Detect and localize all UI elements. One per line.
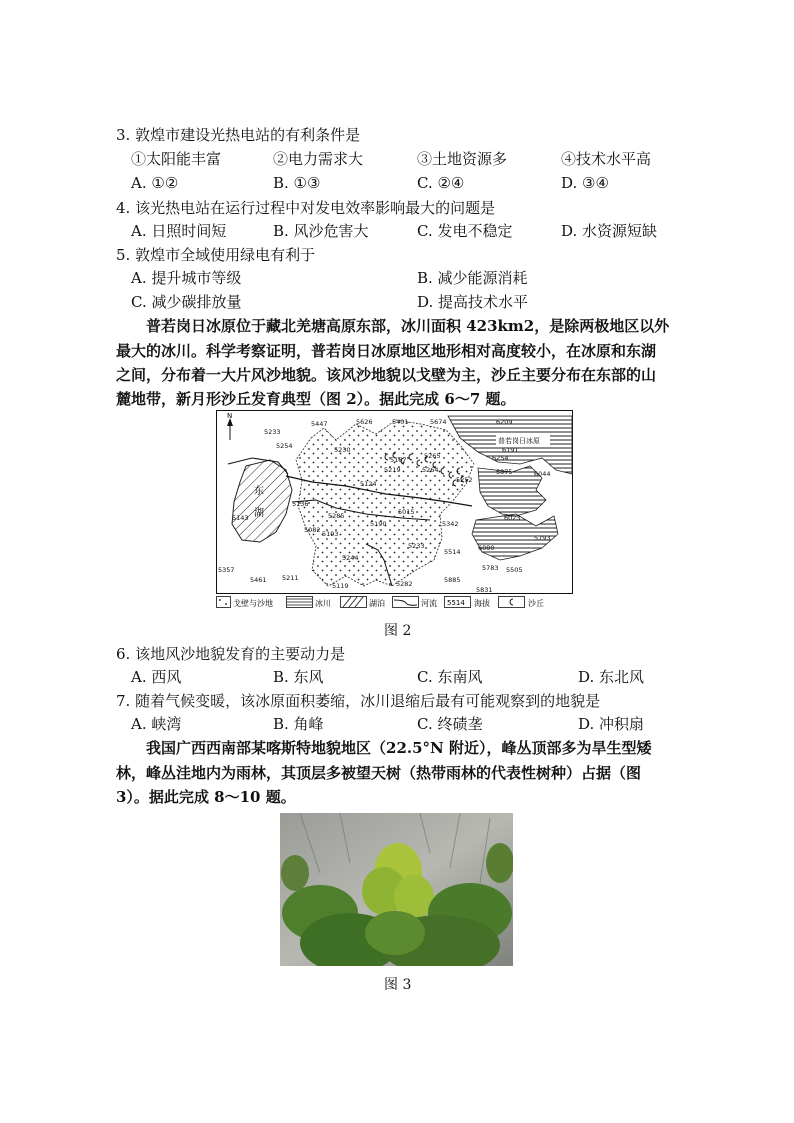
passage2-line-3: 3）。据此完成 8～10 题。 xyxy=(116,788,296,806)
q4-option-a: A. 日照时间短 xyxy=(131,222,227,240)
photo-svg xyxy=(280,813,513,966)
q5-option-d: D. 提高技术水平 xyxy=(417,293,529,311)
elevation-label: 5831 xyxy=(476,586,493,594)
passage1-line-1: 普若岗日冰原位于藏北羌塘高原东部，冰川面积 423km2，是除两极地区以外 xyxy=(146,317,670,335)
elevation-label: 5252 xyxy=(456,476,473,484)
elevation-label: 5783 xyxy=(482,564,499,572)
q4-option-c: C. 发电不稳定 xyxy=(417,222,513,240)
elevation-label: 5875 xyxy=(496,468,513,476)
q4-option-b: B. 风沙危害大 xyxy=(273,222,369,240)
q6-stem: 6. 该地风沙地貌发育的主要动力是 xyxy=(116,645,346,663)
legend-lake-label: 湖泊 xyxy=(369,599,385,608)
elevation-label: 5626 xyxy=(356,418,373,426)
q5-option-b: B. 减少能源消耗 xyxy=(417,269,528,287)
elevation-label: 6023 xyxy=(504,514,521,522)
elevation-label: 5211 xyxy=(282,574,299,582)
q7-stem: 7. 随着气候变暖，该冰原面积萎缩，冰川退缩后最有可能观察到的地貌是 xyxy=(116,692,601,710)
elevation-label: 5190 xyxy=(370,520,387,528)
figure3-photo xyxy=(280,813,513,966)
legend-glacier-label: 冰川 xyxy=(315,599,331,608)
elevation-label: 5082 xyxy=(304,526,321,534)
passage2-line-1: 我国广西西南部某喀斯特地貌地区（22.5°N 附近），峰丛顶部多为旱生型矮 xyxy=(146,739,652,757)
elevation-label: 5230 xyxy=(334,446,351,454)
elevation-label: 6209 xyxy=(496,418,513,426)
elevation-label: 5167 xyxy=(390,456,407,464)
elevation-label: 5505 xyxy=(506,566,523,574)
passage2-line-2: 林，峰丛洼地内为雨林，其顶层多被望天树（热带雨林的代表性树种）占据（图 xyxy=(116,764,642,782)
elevation-label: 5401 xyxy=(392,418,409,426)
q3-item-1: ①太阳能丰富 xyxy=(131,150,222,168)
q3-option-a: A. ①② xyxy=(131,174,179,192)
north-label: N xyxy=(227,412,233,420)
elevation-label: 5282 xyxy=(396,580,413,588)
legend-glacier-lines xyxy=(287,599,312,605)
q7-option-c: C. 终碛垄 xyxy=(417,715,483,733)
q3-item-2: ②电力需求大 xyxy=(273,150,364,168)
map-svg xyxy=(216,410,573,594)
q4-option-d: D. 水资源短缺 xyxy=(561,222,658,240)
q7-option-a: A. 峡湾 xyxy=(131,715,182,733)
q5-option-c: C. 减少碳排放量 xyxy=(131,293,242,311)
q3-option-d: D. ③④ xyxy=(561,174,609,192)
elevation-label: 5254 xyxy=(276,442,293,450)
legend-gobi-dots xyxy=(219,599,227,605)
lake-label-1: 东 xyxy=(254,486,264,497)
q7-option-d: D. 冲积扇 xyxy=(578,715,645,733)
lake-label-2: 湖 xyxy=(254,508,264,519)
elevation-label: 5233 xyxy=(408,542,425,550)
passage1-line-2: 最大的冰川。科学考察证明，普若岗日冰原地区地形相对高度较小，在冰原和东湖 xyxy=(116,342,657,360)
elevation-label: 6044 xyxy=(534,470,551,478)
elevation-label: 5233 xyxy=(264,428,281,436)
elevation-label: 5357 xyxy=(218,566,235,574)
figure2-caption: 图 2 xyxy=(384,623,412,639)
elevation-label: 5136 xyxy=(292,500,309,508)
q3-option-c: C. ②④ xyxy=(417,174,465,192)
legend-elevation-sample: 5514 xyxy=(447,599,465,607)
elevation-label: 5124 xyxy=(360,480,377,488)
elevation-label: 5265 xyxy=(424,452,441,460)
q3-stem: 3. 敦煌市建设光热电站的有利条件是 xyxy=(116,126,361,144)
q3-item-4: ④技术水平高 xyxy=(561,150,652,168)
elevation-label: 6191 xyxy=(502,446,519,454)
elevation-label: 5461 xyxy=(250,576,267,584)
q6-option-c: C. 东南风 xyxy=(417,668,483,686)
elevation-label: 5342 xyxy=(442,520,459,528)
q3-item-3: ③土地资源多 xyxy=(417,150,508,168)
elevation-label: 5244 xyxy=(342,554,359,562)
q5-stem: 5. 敦煌市全域使用绿电有利于 xyxy=(116,246,316,264)
elevation-label: 5447 xyxy=(311,420,328,428)
elevation-label: 5885 xyxy=(444,576,461,584)
passage1-line-4: 麓地带，新月形沙丘发育典型（图 2）。据此完成 6～7 题。 xyxy=(116,390,516,408)
q5-option-a: A. 提升城市等级 xyxy=(131,269,242,287)
elevation-label: 5674 xyxy=(430,418,447,426)
legend-gobi-swatch xyxy=(217,597,231,608)
q7-option-b: B. 角峰 xyxy=(273,715,324,733)
figure3-caption: 图 3 xyxy=(384,977,412,993)
legend-dune-swatch xyxy=(499,597,525,608)
legend-dune-label: 沙丘 xyxy=(528,599,544,608)
q4-stem: 4. 该光热电站在运行过程中对发电效率影响最大的问题是 xyxy=(116,199,496,217)
q6-option-b: B. 东风 xyxy=(273,668,324,686)
elevation-label: 5143 xyxy=(232,514,249,522)
legend-svg xyxy=(216,596,586,612)
elevation-label: 6080 xyxy=(478,544,495,552)
q6-option-a: A. 西风 xyxy=(131,668,182,686)
elevation-label: 6254 xyxy=(492,454,509,462)
legend-gobi-label: 戈壁与沙地 xyxy=(233,599,273,608)
elevation-label: 5264 xyxy=(422,466,439,474)
elevation-label: 5793 xyxy=(534,534,551,542)
figure2-map xyxy=(216,410,573,594)
passage1-line-3: 之间，分布着一大片风沙地貌。该风沙地貌以戈壁为主，沙丘主要分布在东部的山 xyxy=(116,366,657,384)
legend-elevation-label: 海拔 xyxy=(474,599,490,608)
q3-option-b: B. ①③ xyxy=(273,174,321,192)
figure2-legend xyxy=(216,596,586,612)
q6-option-d: D. 东北风 xyxy=(578,668,645,686)
legend-river-label: 河流 xyxy=(421,599,437,608)
elevation-label: 5285 xyxy=(328,512,345,520)
elevation-label: 5514 xyxy=(444,548,461,556)
elevation-label: 5015 xyxy=(398,508,415,516)
elevation-label: 5119 xyxy=(332,582,349,590)
elevation-label: 5219 xyxy=(384,466,401,474)
icecap-label: 普若岗日冰原 xyxy=(498,437,540,445)
elevation-label: 5193 xyxy=(322,530,339,538)
